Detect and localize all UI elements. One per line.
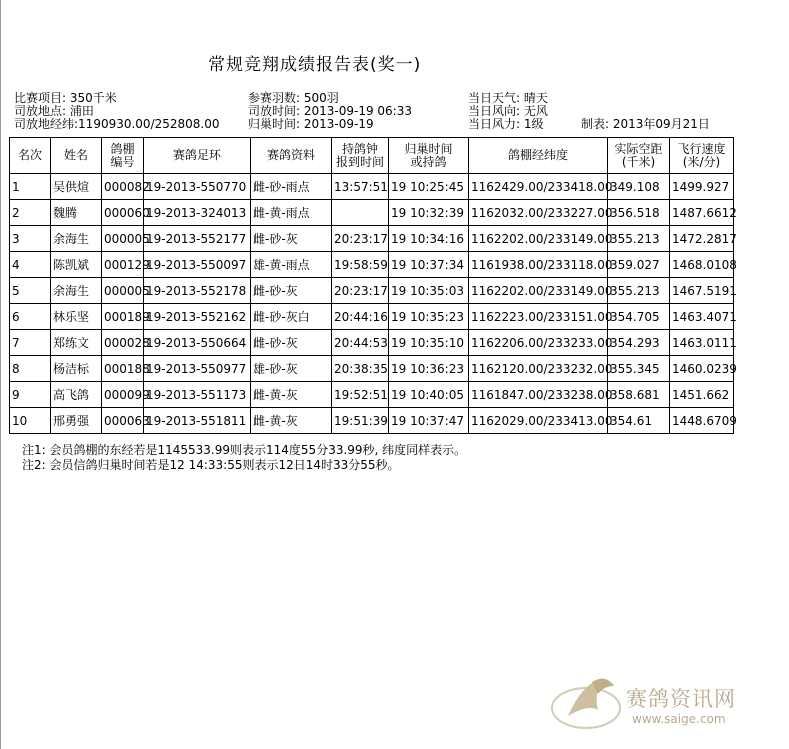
return-time-cell: 19 10:37:47	[389, 408, 469, 434]
pigeon-info-cell: 雌-黄-灰	[251, 408, 332, 434]
loft-id-cell: 000189	[102, 304, 144, 330]
release-place: 司放地点: 浦田	[14, 104, 94, 118]
distance-cell: 354.61	[608, 408, 670, 434]
table-row	[10, 278, 734, 304]
rank-cell: 7	[10, 330, 51, 356]
rank-cell: 1	[10, 174, 51, 200]
name-cell: 余海生	[51, 226, 102, 252]
distance-cell: 358.681	[608, 382, 670, 408]
ring-cell: 19-2013-550977	[144, 356, 251, 382]
report-title: 常规竞翔成绩报告表(奖一)	[208, 55, 422, 75]
pigeon-info-cell: 雌-砂-灰	[251, 330, 332, 356]
coords-cell: 1162223.00/233151.00	[469, 304, 608, 330]
clock-time-cell: 19:51:39	[332, 408, 389, 434]
clock-time-cell: 20:44:53	[332, 330, 389, 356]
rank-cell: 2	[10, 200, 51, 226]
name-cell: 郑练文	[51, 330, 102, 356]
loft-id-cell: 000129	[102, 252, 144, 278]
speed-cell: 1499.927	[670, 174, 734, 200]
loft-id-cell: 000082	[102, 174, 144, 200]
name-cell: 吴供煊	[51, 174, 102, 200]
ring-cell: 19-2013-550770	[144, 174, 251, 200]
loft-id-cell: 000063	[102, 408, 144, 434]
pigeon-info-cell: 雌-砂-灰	[251, 278, 332, 304]
return-time-cell: 19 10:32:39	[389, 200, 469, 226]
col-distance: 实际空距 (千米)	[608, 138, 670, 174]
loft-id-cell: 000005	[102, 226, 144, 252]
distance-cell: 354.293	[608, 330, 670, 356]
pigeon-info-cell: 雌-黄-雨点	[251, 200, 332, 226]
ring-cell: 19-2013-551173	[144, 382, 251, 408]
race-item: 比赛项目: 350千米	[14, 91, 117, 105]
distance-cell: 355.213	[608, 226, 670, 252]
col-name: 姓名	[51, 138, 102, 174]
name-cell: 邢勇强	[51, 408, 102, 434]
distance-cell: 359.027	[608, 252, 670, 278]
distance-cell: 355.345	[608, 356, 670, 382]
name-cell: 高飞鸽	[51, 382, 102, 408]
table-row	[10, 226, 734, 252]
watermark-site-name: 赛鸽资讯网	[626, 687, 736, 711]
return-time-cell: 19 10:40:05	[389, 382, 469, 408]
return-time-cell: 19 10:35:23	[389, 304, 469, 330]
entries-count: 参赛羽数: 500羽	[248, 91, 339, 105]
pigeon-info-cell: 雌-黄-灰	[251, 382, 332, 408]
table-row	[10, 174, 734, 200]
name-cell: 魏腾	[51, 200, 102, 226]
release-coords: 司放地经纬:1190930.00/252808.00	[14, 117, 220, 131]
release-time: 司放时间: 2013-09-19 06:33	[248, 104, 412, 118]
coords-cell: 1162029.00/233413.00	[469, 408, 608, 434]
page-left-border	[0, 0, 1, 749]
table-row	[10, 200, 734, 226]
name-cell: 林乐坚	[51, 304, 102, 330]
loft-id-cell: 000060	[102, 200, 144, 226]
results-table	[9, 137, 737, 434]
coords-cell: 1161938.00/233118.00	[469, 252, 608, 278]
clock-time-cell: 20:23:17	[332, 278, 389, 304]
col-coords: 鸽棚经纬度	[469, 138, 608, 174]
speed-cell: 1487.6612	[670, 200, 734, 226]
pigeon-info-cell: 雌-砂-灰白	[251, 304, 332, 330]
col-return-time: 归巢时间 或持鸽	[389, 138, 469, 174]
speed-cell: 1467.5191	[670, 278, 734, 304]
weather: 当日天气: 晴天	[468, 91, 548, 105]
name-cell: 陈凯斌	[51, 252, 102, 278]
rank-cell: 10	[10, 408, 51, 434]
pigeon-info-cell: 雄-砂-灰	[251, 356, 332, 382]
table-row	[10, 304, 734, 330]
distance-cell: 349.108	[608, 174, 670, 200]
coords-cell: 1162202.00/233149.00	[469, 226, 608, 252]
wind-force: 当日风力: 1级	[468, 117, 544, 131]
speed-cell: 1468.0108	[670, 252, 734, 278]
distance-cell: 356.518	[608, 200, 670, 226]
note-2: 注2: 会员信鸽归巢时间若是12 14:33:55则表示12日14时33分55秒。	[22, 458, 400, 472]
ring-cell: 19-2013-552162	[144, 304, 251, 330]
rank-cell: 8	[10, 356, 51, 382]
rank-cell: 5	[10, 278, 51, 304]
note-1: 注1: 会员鸽棚的东经若是1145533.99则表示114度55分33.99秒, 纬度同样表示。	[22, 443, 467, 457]
coords-cell: 1162032.00/233227.00	[469, 200, 608, 226]
pigeon-info-cell: 雄-黄-雨点	[251, 252, 332, 278]
ring-cell: 19-2013-552178	[144, 278, 251, 304]
coords-cell: 1161847.00/233238.00	[469, 382, 608, 408]
clock-time-cell: 20:23:17	[332, 226, 389, 252]
ring-cell: 19-2013-550664	[144, 330, 251, 356]
pigeon-info-cell: 雌-砂-灰	[251, 226, 332, 252]
coords-cell: 1162120.00/233232.00	[469, 356, 608, 382]
loft-id-cell: 000005	[102, 278, 144, 304]
clock-time-cell: 19:58:59	[332, 252, 389, 278]
speed-cell: 1463.0111	[670, 330, 734, 356]
speed-cell: 1472.2817	[670, 226, 734, 252]
loft-id-cell: 000099	[102, 382, 144, 408]
clock-time-cell: 20:44:16	[332, 304, 389, 330]
col-clock-time: 持鸽钟 报到时间	[332, 138, 389, 174]
pigeon-info-cell: 雌-砂-雨点	[251, 174, 332, 200]
return-time-cell: 19 10:37:34	[389, 252, 469, 278]
table-row	[10, 408, 734, 434]
clock-time-cell: 19:52:51	[332, 382, 389, 408]
watermark-url: www.saige.com	[632, 712, 726, 726]
made-date: 制表: 2013年09月21日	[581, 117, 710, 131]
table-row	[10, 382, 734, 408]
speed-cell: 1463.4071	[670, 304, 734, 330]
table-row	[10, 252, 734, 278]
col-loft-id: 鸽棚 编号	[102, 138, 144, 174]
return-time-cell: 19 10:35:10	[389, 330, 469, 356]
speed-cell: 1460.0239	[670, 356, 734, 382]
ring-cell: 19-2013-551811	[144, 408, 251, 434]
rank-cell: 4	[10, 252, 51, 278]
col-pigeon-info: 赛鸽资料	[251, 138, 332, 174]
return-time-cell: 19 10:36:23	[389, 356, 469, 382]
return-time-cell: 19 10:34:16	[389, 226, 469, 252]
coords-cell: 1162429.00/233418.00	[469, 174, 608, 200]
speed-cell: 1451.662	[670, 382, 734, 408]
clock-time-cell	[332, 200, 389, 226]
clock-time-cell: 13:57:51	[332, 174, 389, 200]
table-row	[10, 330, 734, 356]
rank-cell: 6	[10, 304, 51, 330]
table-row	[10, 356, 734, 382]
name-cell: 杨洁标	[51, 356, 102, 382]
ring-cell: 19-2013-324013	[144, 200, 251, 226]
loft-id-cell: 000188	[102, 356, 144, 382]
ring-cell: 19-2013-550097	[144, 252, 251, 278]
distance-cell: 354.705	[608, 304, 670, 330]
clock-time-cell: 20:38:35	[332, 356, 389, 382]
coords-cell: 1162202.00/233149.00	[469, 278, 608, 304]
wind-direction: 当日风向: 无风	[468, 104, 548, 118]
col-rank: 名次	[10, 138, 51, 174]
name-cell: 余海生	[51, 278, 102, 304]
table-header-row	[10, 138, 734, 174]
coords-cell: 1162206.00/233233.00	[469, 330, 608, 356]
rank-cell: 3	[10, 226, 51, 252]
distance-cell: 355.213	[608, 278, 670, 304]
ring-cell: 19-2013-552177	[144, 226, 251, 252]
col-speed: 飞行速度 (米/分)	[670, 138, 734, 174]
rank-cell: 9	[10, 382, 51, 408]
return-time: 归巢时间: 2013-09-19	[248, 117, 374, 131]
return-time-cell: 19 10:25:45	[389, 174, 469, 200]
return-time-cell: 19 10:35:03	[389, 278, 469, 304]
speed-cell: 1448.6709	[670, 408, 734, 434]
loft-id-cell: 000028	[102, 330, 144, 356]
col-ring: 赛鸽足环	[144, 138, 251, 174]
